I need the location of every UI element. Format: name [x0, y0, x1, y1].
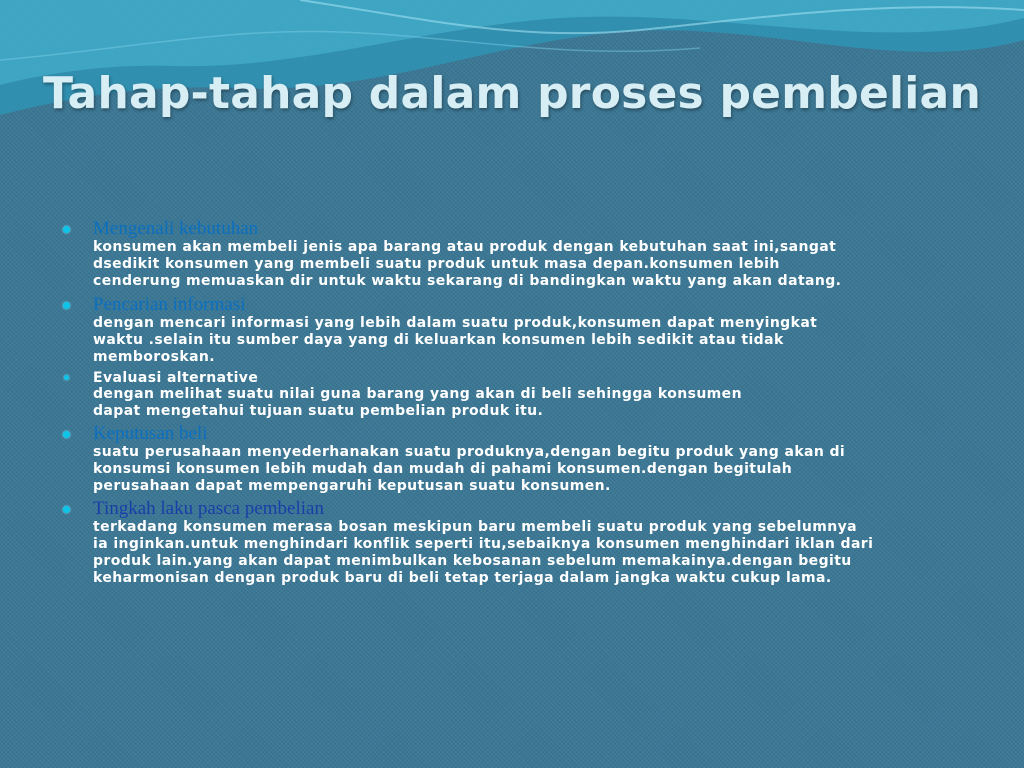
slide-title: Tahap-tahap dalam proses pembelian: [43, 68, 981, 119]
list-item: [63, 219, 971, 290]
item-heading: Pencarian informasi: [93, 294, 246, 315]
item-description: dengan mencari informasi yang lebih dalam suatu produk,konsumen dapat menyingkat waktu .selain itu sumber daya yang di keluarkan konsumen lebih sedikit atau tidak memboroskan.: [93, 315, 818, 365]
item-heading: Mengenali kebutuhan: [93, 218, 259, 239]
bullet-icon: [63, 302, 70, 309]
list-item: [63, 370, 971, 420]
bullet-icon: [63, 506, 70, 513]
item-description: dengan melihat suatu nilai guna barang yang akan di beli sehingga konsumen dapat mengetahui tujuan suatu pembelian produk itu.: [93, 386, 742, 419]
bullet-icon: [64, 375, 69, 380]
list-item: [63, 424, 971, 495]
list-item: [63, 499, 971, 587]
item-description: konsumen akan membeli jenis apa barang atau produk dengan kebutuhan saat ini,sangat dsedikit konsumen yang membeli suatu produk untuk masa depan.konsumen lebih cenderung memuaskan dir untuk waktu sekarang di bandingkan waktu yang akan datang.: [93, 239, 842, 289]
item-description: terkadang konsumen merasa bosan meskipun baru membeli suatu produk yang sebelumnya ia inginkan.untuk menghindari konflik seperti itu,sebaiknya konsumen menghindari iklan dari produk lain.yang akan dapat menimbulkan kebosanan sebelum memakainya.dengan begitu keharmonisan dengan produk baru di beli tetap terjaga dalam jangka waktu cukup lama.: [93, 519, 874, 586]
bullet-list: [63, 219, 971, 587]
item-description: suatu perusahaan menyederhanakan suatu produknya,dengan begitu produk yang akan di konsumsi konsumen lebih mudah dan mudah di pahami konsumen.dengan begitulah perusahaan dapat mempengaruhi keputusan suatu konsumen.: [93, 444, 846, 494]
item-heading: Keputusan beli: [93, 423, 208, 444]
item-heading: Tingkah laku pasca pembelian: [93, 498, 324, 519]
item-heading: Evaluasi alternative: [93, 370, 259, 386]
list-item: [63, 295, 971, 366]
bullet-icon: [63, 431, 70, 438]
bullet-icon: [63, 226, 70, 233]
